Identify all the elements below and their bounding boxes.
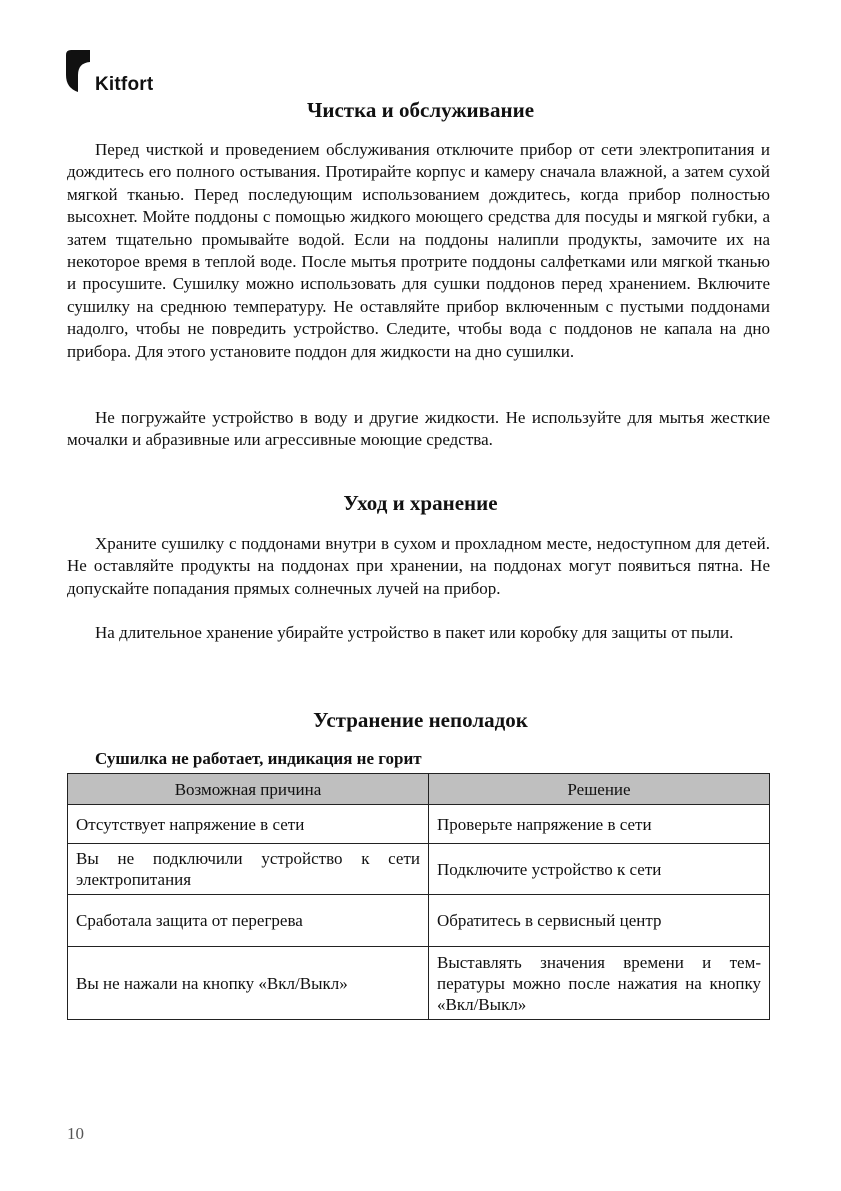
- cleaning-paragraph-2: Не погружайте устройство в воду и другие жидкости. Не используйте для мытья жесткие мочалки и абразивные или агрессивные моющие средства.: [67, 408, 770, 450]
- solution-cell: Обратитесь в сервисный центр: [429, 895, 770, 947]
- cause-cell: Сработала защита от перегрева: [68, 895, 429, 947]
- cause-cell: Отсутствует напряжение в сети: [68, 805, 429, 844]
- logo-mark-icon: [64, 48, 92, 94]
- table-row: [68, 844, 770, 895]
- section-title-cleaning: Чистка и обслуживание: [306, 98, 535, 122]
- solution-cell: Подключите устройство к сети: [429, 844, 770, 895]
- solution-cell: Выставлять значения времени и температуры можно после нажатия на кнопку «Вкл/Выкл»: [429, 947, 770, 1020]
- storage-paragraph-1: Храните сушилку с поддонами внутри в сухом и прохладном месте, недоступном для детей. Не оставляйте продукты на поддонах при хранении, на поддонах могут появиться пятна. Не допускайте попадания прямых солнечных лучей на прибор.: [67, 534, 770, 598]
- page-number: 10: [67, 1124, 84, 1143]
- cause-cell: Вы не нажали на кнопку «Вкл/Выкл»: [68, 947, 429, 1020]
- troubleshooting-table: [67, 773, 770, 1020]
- troubleshooting-subtitle: Сушилка не работает, индикация не горит: [95, 749, 422, 768]
- table-row: [68, 947, 770, 1020]
- section-title-storage: Уход и хранение: [343, 491, 498, 515]
- column-header-cause: Возможная причина: [68, 774, 429, 805]
- brand-logo: [64, 48, 174, 98]
- table-row: [68, 805, 770, 844]
- table-header-row: [68, 774, 770, 805]
- solution-cell: Проверьте напряжение в сети: [429, 805, 770, 844]
- storage-paragraph-2: На длительное хранение убирайте устройство в пакет или коробку для защиты от пыли.: [95, 623, 734, 642]
- column-header-solution: Решение: [429, 774, 770, 805]
- logo-text: Kitfort: [95, 74, 154, 95]
- section-title-troubleshooting: Устранение неполадок: [313, 708, 528, 732]
- cleaning-paragraph-1: Перед чисткой и проведением обслуживания отключите прибор от сети электропитания и дождитесь его полного остывания. Протирайте корпус и камеру сначала влажной, а затем сухой мягкой тканью. Перед последующим использованием дождитесь, когда прибор полностью высохнет. Мойте поддоны с помощью жидкого моющего средства для посуды и мягкой губки, а затем тщательно промывайте водой. Если на поддоны налипли продукты, замочите их на некоторое время в теплой воде. После мытья протрите поддоны салфетками или мягкой тканью и просушите. Сушилку можно использовать для сушки поддонов перед хранением. Включите сушилку на среднюю температуру. Не оставляйте прибор включенным с пустыми поддонами надолго, чтобы не повредить устройство. Следите, чтобы вода с поддонов не капала на дно прибора. Для этого установите поддон для жидкости на дно сушилки.: [67, 140, 770, 361]
- table-row: [68, 895, 770, 947]
- cause-cell: Вы не подключили устройство к сети электропитания: [68, 844, 429, 895]
